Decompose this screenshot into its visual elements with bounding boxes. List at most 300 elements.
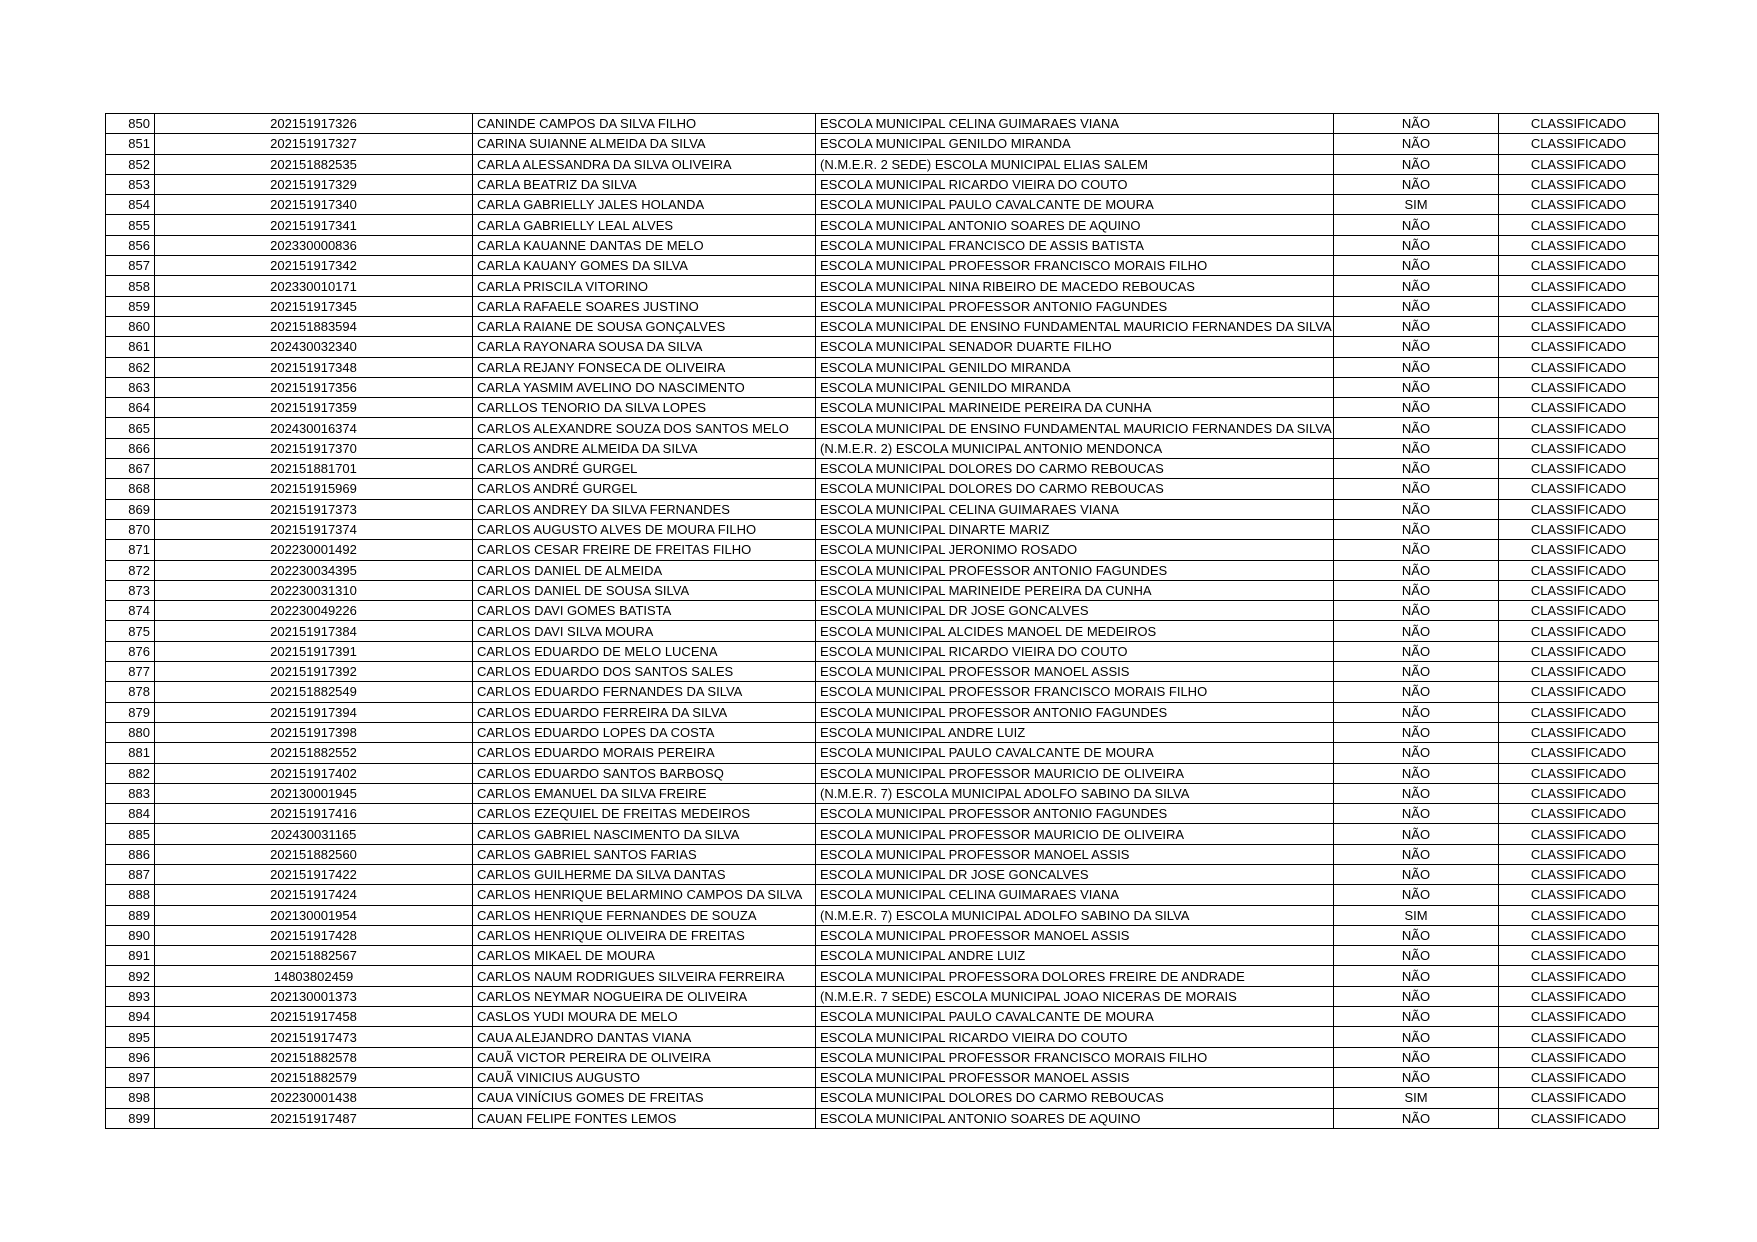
registration-id: 202151917370 bbox=[155, 438, 473, 458]
status-value: CLASSIFICADO bbox=[1499, 986, 1659, 1006]
status-value: CLASSIFICADO bbox=[1499, 256, 1659, 276]
row-number: 896 bbox=[106, 1047, 155, 1067]
flag-value: NÃO bbox=[1334, 804, 1499, 824]
school-name: (N.M.E.R. 2 SEDE) ESCOLA MUNICIPAL ELIAS SALEM bbox=[816, 154, 1334, 174]
row-number: 880 bbox=[106, 722, 155, 742]
row-number: 853 bbox=[106, 174, 155, 194]
registration-id: 202330010171 bbox=[155, 276, 473, 296]
row-number: 888 bbox=[106, 885, 155, 905]
table-row bbox=[106, 824, 1659, 844]
student-name: CARLOS ANDRÉ GURGEL bbox=[473, 479, 816, 499]
table-row bbox=[106, 1108, 1659, 1128]
table-row bbox=[106, 438, 1659, 458]
school-name: ESCOLA MUNICIPAL RICARDO VIEIRA DO COUTO bbox=[816, 1027, 1334, 1047]
flag-value: NÃO bbox=[1334, 316, 1499, 336]
row-number: 883 bbox=[106, 783, 155, 803]
school-name: ESCOLA MUNICIPAL SENADOR DUARTE FILHO bbox=[816, 337, 1334, 357]
row-number: 890 bbox=[106, 925, 155, 945]
registration-id: 202151917394 bbox=[155, 702, 473, 722]
school-name: ESCOLA MUNICIPAL CELINA GUIMARAES VIANA bbox=[816, 499, 1334, 519]
registration-id: 202151882567 bbox=[155, 946, 473, 966]
table-row bbox=[106, 418, 1659, 438]
student-name: CARLA KAUANY GOMES DA SILVA bbox=[473, 256, 816, 276]
student-name: CARLA REJANY FONSECA DE OLIVEIRA bbox=[473, 357, 816, 377]
school-name: ESCOLA MUNICIPAL PROFESSOR FRANCISCO MORAIS FILHO bbox=[816, 256, 1334, 276]
registration-id: 202130001954 bbox=[155, 905, 473, 925]
table-row bbox=[106, 499, 1659, 519]
school-name: ESCOLA MUNICIPAL FRANCISCO DE ASSIS BATISTA bbox=[816, 235, 1334, 255]
row-number: 861 bbox=[106, 337, 155, 357]
row-number: 892 bbox=[106, 966, 155, 986]
flag-value: SIM bbox=[1334, 905, 1499, 925]
row-number: 875 bbox=[106, 621, 155, 641]
student-name: CARLLOS TENORIO DA SILVA LOPES bbox=[473, 398, 816, 418]
flag-value: NÃO bbox=[1334, 1007, 1499, 1027]
status-value: CLASSIFICADO bbox=[1499, 398, 1659, 418]
school-name: ESCOLA MUNICIPAL PROFESSOR MAURICIO DE OLIVEIRA bbox=[816, 763, 1334, 783]
table-row bbox=[106, 864, 1659, 884]
flag-value: NÃO bbox=[1334, 540, 1499, 560]
status-value: CLASSIFICADO bbox=[1499, 662, 1659, 682]
student-name: CARLOS AUGUSTO ALVES DE MOURA FILHO bbox=[473, 519, 816, 539]
student-name: CARLA ALESSANDRA DA SILVA OLIVEIRA bbox=[473, 154, 816, 174]
status-value: CLASSIFICADO bbox=[1499, 844, 1659, 864]
row-number: 877 bbox=[106, 662, 155, 682]
student-name: CARLOS EDUARDO MORAIS PEREIRA bbox=[473, 743, 816, 763]
student-name: CARLOS MIKAEL DE MOURA bbox=[473, 946, 816, 966]
registration-id: 202151882549 bbox=[155, 682, 473, 702]
status-value: CLASSIFICADO bbox=[1499, 1067, 1659, 1087]
row-number: 868 bbox=[106, 479, 155, 499]
table-row bbox=[106, 174, 1659, 194]
table-row bbox=[106, 702, 1659, 722]
flag-value: NÃO bbox=[1334, 519, 1499, 539]
student-name: CARLOS DANIEL DE SOUSA SILVA bbox=[473, 580, 816, 600]
table-row bbox=[106, 580, 1659, 600]
school-name: ESCOLA MUNICIPAL JERONIMO ROSADO bbox=[816, 540, 1334, 560]
flag-value: NÃO bbox=[1334, 925, 1499, 945]
school-name: ESCOLA MUNICIPAL DINARTE MARIZ bbox=[816, 519, 1334, 539]
registration-id: 202151917374 bbox=[155, 519, 473, 539]
registration-id: 202151917402 bbox=[155, 763, 473, 783]
status-value: CLASSIFICADO bbox=[1499, 1108, 1659, 1128]
school-name: ESCOLA MUNICIPAL DOLORES DO CARMO REBOUCAS bbox=[816, 459, 1334, 479]
row-number: 882 bbox=[106, 763, 155, 783]
table-row bbox=[106, 560, 1659, 580]
student-name: CASLOS YUDI MOURA DE MELO bbox=[473, 1007, 816, 1027]
table-row bbox=[106, 134, 1659, 154]
status-value: CLASSIFICADO bbox=[1499, 804, 1659, 824]
registration-id: 202430032340 bbox=[155, 337, 473, 357]
row-number: 854 bbox=[106, 195, 155, 215]
status-value: CLASSIFICADO bbox=[1499, 114, 1659, 134]
student-name: CARLOS HENRIQUE OLIVEIRA DE FREITAS bbox=[473, 925, 816, 945]
school-name: (N.M.E.R. 7) ESCOLA MUNICIPAL ADOLFO SABINO DA SILVA bbox=[816, 783, 1334, 803]
row-number: 895 bbox=[106, 1027, 155, 1047]
school-name: ESCOLA MUNICIPAL CELINA GUIMARAES VIANA bbox=[816, 114, 1334, 134]
school-name: ESCOLA MUNICIPAL PAULO CAVALCANTE DE MOURA bbox=[816, 1007, 1334, 1027]
flag-value: NÃO bbox=[1334, 499, 1499, 519]
row-number: 859 bbox=[106, 296, 155, 316]
school-name: ESCOLA MUNICIPAL PROFESSOR MAURICIO DE OLIVEIRA bbox=[816, 824, 1334, 844]
student-name: CAUAN FELIPE FONTES LEMOS bbox=[473, 1108, 816, 1128]
row-number: 891 bbox=[106, 946, 155, 966]
status-value: CLASSIFICADO bbox=[1499, 1047, 1659, 1067]
flag-value: NÃO bbox=[1334, 662, 1499, 682]
school-name: ESCOLA MUNICIPAL DR JOSE GONCALVES bbox=[816, 864, 1334, 884]
registration-id: 202151917342 bbox=[155, 256, 473, 276]
status-value: CLASSIFICADO bbox=[1499, 722, 1659, 742]
status-value: CLASSIFICADO bbox=[1499, 154, 1659, 174]
registration-id: 202151917327 bbox=[155, 134, 473, 154]
school-name: (N.M.E.R. 7) ESCOLA MUNICIPAL ADOLFO SABINO DA SILVA bbox=[816, 905, 1334, 925]
table-row bbox=[106, 154, 1659, 174]
registration-id: 202330000836 bbox=[155, 235, 473, 255]
flag-value: NÃO bbox=[1334, 1027, 1499, 1047]
status-value: CLASSIFICADO bbox=[1499, 1027, 1659, 1047]
student-name: CARLOS EDUARDO DOS SANTOS SALES bbox=[473, 662, 816, 682]
school-name: ESCOLA MUNICIPAL PROFESSOR FRANCISCO MORAIS FILHO bbox=[816, 1047, 1334, 1067]
table-row bbox=[106, 1067, 1659, 1087]
table-row bbox=[106, 966, 1659, 986]
table-row bbox=[106, 459, 1659, 479]
row-number: 870 bbox=[106, 519, 155, 539]
school-name: ESCOLA MUNICIPAL RICARDO VIEIRA DO COUTO bbox=[816, 174, 1334, 194]
student-name: CARLA GABRIELLY JALES HOLANDA bbox=[473, 195, 816, 215]
student-name: CARLOS EZEQUIEL DE FREITAS MEDEIROS bbox=[473, 804, 816, 824]
table-row bbox=[106, 337, 1659, 357]
registration-id: 202151915969 bbox=[155, 479, 473, 499]
table-row bbox=[106, 844, 1659, 864]
school-name: ESCOLA MUNICIPAL GENILDO MIRANDA bbox=[816, 357, 1334, 377]
row-number: 886 bbox=[106, 844, 155, 864]
school-name: ESCOLA MUNICIPAL PROFESSOR ANTONIO FAGUNDES bbox=[816, 560, 1334, 580]
row-number: 865 bbox=[106, 418, 155, 438]
row-number: 889 bbox=[106, 905, 155, 925]
table-row bbox=[106, 662, 1659, 682]
student-name: CARLOS ANDRÉ GURGEL bbox=[473, 459, 816, 479]
registration-id: 202151917473 bbox=[155, 1027, 473, 1047]
student-name: CARLOS CESAR FREIRE DE FREITAS FILHO bbox=[473, 540, 816, 560]
table-row bbox=[106, 235, 1659, 255]
row-number: 878 bbox=[106, 682, 155, 702]
results-sheet bbox=[105, 113, 1659, 1129]
school-name: ESCOLA MUNICIPAL DE ENSINO FUNDAMENTAL MAURICIO FERNANDES DA SILVA bbox=[816, 418, 1334, 438]
registration-id: 202151917416 bbox=[155, 804, 473, 824]
flag-value: NÃO bbox=[1334, 174, 1499, 194]
flag-value: NÃO bbox=[1334, 601, 1499, 621]
flag-value: NÃO bbox=[1334, 682, 1499, 702]
flag-value: NÃO bbox=[1334, 459, 1499, 479]
registration-id: 202151883594 bbox=[155, 316, 473, 336]
flag-value: NÃO bbox=[1334, 418, 1499, 438]
status-value: CLASSIFICADO bbox=[1499, 174, 1659, 194]
row-number: 894 bbox=[106, 1007, 155, 1027]
table-row bbox=[106, 601, 1659, 621]
status-value: CLASSIFICADO bbox=[1499, 418, 1659, 438]
student-name: CARINA SUIANNE ALMEIDA DA SILVA bbox=[473, 134, 816, 154]
registration-id: 202230001438 bbox=[155, 1088, 473, 1108]
flag-value: NÃO bbox=[1334, 885, 1499, 905]
table-row bbox=[106, 925, 1659, 945]
status-value: CLASSIFICADO bbox=[1499, 296, 1659, 316]
registration-id: 202151917326 bbox=[155, 114, 473, 134]
row-number: 893 bbox=[106, 986, 155, 1006]
table-row bbox=[106, 276, 1659, 296]
registration-id: 202151917340 bbox=[155, 195, 473, 215]
flag-value: NÃO bbox=[1334, 844, 1499, 864]
school-name: ESCOLA MUNICIPAL PROFESSOR MANOEL ASSIS bbox=[816, 925, 1334, 945]
student-name: CARLOS GABRIEL SANTOS FARIAS bbox=[473, 844, 816, 864]
school-name: ESCOLA MUNICIPAL DOLORES DO CARMO REBOUCAS bbox=[816, 479, 1334, 499]
row-number: 857 bbox=[106, 256, 155, 276]
school-name: (N.M.E.R. 7 SEDE) ESCOLA MUNICIPAL JOAO NICERAS DE MORAIS bbox=[816, 986, 1334, 1006]
student-name: CARLA RAYONARA SOUSA DA SILVA bbox=[473, 337, 816, 357]
table-row bbox=[106, 722, 1659, 742]
status-value: CLASSIFICADO bbox=[1499, 580, 1659, 600]
table-row bbox=[106, 316, 1659, 336]
table-row bbox=[106, 519, 1659, 539]
table-body bbox=[106, 114, 1659, 1129]
registration-id: 202151917391 bbox=[155, 641, 473, 661]
table-row bbox=[106, 398, 1659, 418]
flag-value: NÃO bbox=[1334, 154, 1499, 174]
registration-id: 202151882578 bbox=[155, 1047, 473, 1067]
table-row bbox=[106, 479, 1659, 499]
status-value: CLASSIFICADO bbox=[1499, 682, 1659, 702]
flag-value: NÃO bbox=[1334, 438, 1499, 458]
student-name: CARLOS GUILHERME DA SILVA DANTAS bbox=[473, 864, 816, 884]
row-number: 879 bbox=[106, 702, 155, 722]
student-name: CARLOS GABRIEL NASCIMENTO DA SILVA bbox=[473, 824, 816, 844]
row-number: 863 bbox=[106, 377, 155, 397]
flag-value: NÃO bbox=[1334, 134, 1499, 154]
status-value: CLASSIFICADO bbox=[1499, 337, 1659, 357]
row-number: 855 bbox=[106, 215, 155, 235]
student-name: CARLOS EMANUEL DA SILVA FREIRE bbox=[473, 783, 816, 803]
student-name: CARLOS NEYMAR NOGUEIRA DE OLIVEIRA bbox=[473, 986, 816, 1006]
school-name: ESCOLA MUNICIPAL PROFESSORA DOLORES FREIRE DE ANDRADE bbox=[816, 966, 1334, 986]
flag-value: NÃO bbox=[1334, 377, 1499, 397]
student-name: CARLA RAIANE DE SOUSA GONÇALVES bbox=[473, 316, 816, 336]
school-name: ESCOLA MUNICIPAL PAULO CAVALCANTE DE MOURA bbox=[816, 743, 1334, 763]
status-value: CLASSIFICADO bbox=[1499, 195, 1659, 215]
flag-value: SIM bbox=[1334, 1088, 1499, 1108]
registration-id: 202151881701 bbox=[155, 459, 473, 479]
table-row bbox=[106, 621, 1659, 641]
status-value: CLASSIFICADO bbox=[1499, 357, 1659, 377]
student-name: CARLOS EDUARDO SANTOS BARBOSQ bbox=[473, 763, 816, 783]
student-name: CAUÃ VICTOR PEREIRA DE OLIVEIRA bbox=[473, 1047, 816, 1067]
flag-value: NÃO bbox=[1334, 743, 1499, 763]
school-name: ESCOLA MUNICIPAL PROFESSOR ANTONIO FAGUNDES bbox=[816, 804, 1334, 824]
student-name: CARLA BEATRIZ DA SILVA bbox=[473, 174, 816, 194]
table-row bbox=[106, 905, 1659, 925]
school-name: ESCOLA MUNICIPAL ANTONIO SOARES DE AQUINO bbox=[816, 215, 1334, 235]
student-name: CARLOS EDUARDO FERNANDES DA SILVA bbox=[473, 682, 816, 702]
table-row bbox=[106, 215, 1659, 235]
registration-id: 202130001945 bbox=[155, 783, 473, 803]
status-value: CLASSIFICADO bbox=[1499, 1007, 1659, 1027]
table-row bbox=[106, 783, 1659, 803]
flag-value: NÃO bbox=[1334, 722, 1499, 742]
status-value: CLASSIFICADO bbox=[1499, 743, 1659, 763]
row-number: 887 bbox=[106, 864, 155, 884]
row-number: 856 bbox=[106, 235, 155, 255]
student-name: CARLOS EDUARDO LOPES DA COSTA bbox=[473, 722, 816, 742]
flag-value: NÃO bbox=[1334, 256, 1499, 276]
student-name: CARLOS ANDREY DA SILVA FERNANDES bbox=[473, 499, 816, 519]
flag-value: NÃO bbox=[1334, 235, 1499, 255]
registration-id: 202130001373 bbox=[155, 986, 473, 1006]
school-name: ESCOLA MUNICIPAL ANDRE LUIZ bbox=[816, 722, 1334, 742]
registration-id: 202151917392 bbox=[155, 662, 473, 682]
student-name: CARLOS DAVI SILVA MOURA bbox=[473, 621, 816, 641]
school-name: ESCOLA MUNICIPAL PROFESSOR MANOEL ASSIS bbox=[816, 662, 1334, 682]
registration-id: 202151882552 bbox=[155, 743, 473, 763]
flag-value: NÃO bbox=[1334, 986, 1499, 1006]
flag-value: NÃO bbox=[1334, 641, 1499, 661]
status-value: CLASSIFICADO bbox=[1499, 134, 1659, 154]
registration-id: 202430016374 bbox=[155, 418, 473, 438]
table-row bbox=[106, 763, 1659, 783]
flag-value: NÃO bbox=[1334, 621, 1499, 641]
row-number: 899 bbox=[106, 1108, 155, 1128]
registration-id: 202151917424 bbox=[155, 885, 473, 905]
flag-value: NÃO bbox=[1334, 580, 1499, 600]
school-name: ESCOLA MUNICIPAL ALCIDES MANOEL DE MEDEIROS bbox=[816, 621, 1334, 641]
table-row bbox=[106, 256, 1659, 276]
flag-value: NÃO bbox=[1334, 296, 1499, 316]
table-row bbox=[106, 1047, 1659, 1067]
flag-value: NÃO bbox=[1334, 215, 1499, 235]
status-value: CLASSIFICADO bbox=[1499, 276, 1659, 296]
school-name: ESCOLA MUNICIPAL MARINEIDE PEREIRA DA CUNHA bbox=[816, 398, 1334, 418]
registration-id: 202151917329 bbox=[155, 174, 473, 194]
registration-id: 202230049226 bbox=[155, 601, 473, 621]
status-value: CLASSIFICADO bbox=[1499, 905, 1659, 925]
student-name: CAUÃ VINICIUS AUGUSTO bbox=[473, 1067, 816, 1087]
school-name: ESCOLA MUNICIPAL GENILDO MIRANDA bbox=[816, 377, 1334, 397]
flag-value: NÃO bbox=[1334, 824, 1499, 844]
status-value: CLASSIFICADO bbox=[1499, 560, 1659, 580]
registration-id: 202151917487 bbox=[155, 1108, 473, 1128]
registration-id: 202151917345 bbox=[155, 296, 473, 316]
registration-id: 202151917341 bbox=[155, 215, 473, 235]
registration-id: 202430031165 bbox=[155, 824, 473, 844]
status-value: CLASSIFICADO bbox=[1499, 925, 1659, 945]
flag-value: NÃO bbox=[1334, 1047, 1499, 1067]
school-name: (N.M.E.R. 2) ESCOLA MUNICIPAL ANTONIO MENDONCA bbox=[816, 438, 1334, 458]
school-name: ESCOLA MUNICIPAL PROFESSOR MANOEL ASSIS bbox=[816, 1067, 1334, 1087]
flag-value: NÃO bbox=[1334, 763, 1499, 783]
school-name: ESCOLA MUNICIPAL PROFESSOR ANTONIO FAGUNDES bbox=[816, 702, 1334, 722]
registration-id: 202151917458 bbox=[155, 1007, 473, 1027]
status-value: CLASSIFICADO bbox=[1499, 946, 1659, 966]
status-value: CLASSIFICADO bbox=[1499, 499, 1659, 519]
flag-value: SIM bbox=[1334, 195, 1499, 215]
student-name: CARLA GABRIELLY LEAL ALVES bbox=[473, 215, 816, 235]
row-number: 872 bbox=[106, 560, 155, 580]
student-name: CARLOS EDUARDO DE MELO LUCENA bbox=[473, 641, 816, 661]
status-value: CLASSIFICADO bbox=[1499, 235, 1659, 255]
table-row bbox=[106, 946, 1659, 966]
row-number: 874 bbox=[106, 601, 155, 621]
row-number: 850 bbox=[106, 114, 155, 134]
row-number: 860 bbox=[106, 316, 155, 336]
status-value: CLASSIFICADO bbox=[1499, 215, 1659, 235]
student-name: CARLA KAUANNE DANTAS DE MELO bbox=[473, 235, 816, 255]
registration-id: 202151917348 bbox=[155, 357, 473, 377]
status-value: CLASSIFICADO bbox=[1499, 316, 1659, 336]
status-value: CLASSIFICADO bbox=[1499, 763, 1659, 783]
table-row bbox=[106, 195, 1659, 215]
student-name: CANINDE CAMPOS DA SILVA FILHO bbox=[473, 114, 816, 134]
school-name: ESCOLA MUNICIPAL PAULO CAVALCANTE DE MOURA bbox=[816, 195, 1334, 215]
student-name: CARLOS NAUM RODRIGUES SILVEIRA FERREIRA bbox=[473, 966, 816, 986]
table-row bbox=[106, 296, 1659, 316]
flag-value: NÃO bbox=[1334, 966, 1499, 986]
registration-id: 202230001492 bbox=[155, 540, 473, 560]
row-number: 864 bbox=[106, 398, 155, 418]
school-name: ESCOLA MUNICIPAL NINA RIBEIRO DE MACEDO REBOUCAS bbox=[816, 276, 1334, 296]
student-name: CAUA ALEJANDRO DANTAS VIANA bbox=[473, 1027, 816, 1047]
status-value: CLASSIFICADO bbox=[1499, 479, 1659, 499]
table-row bbox=[106, 1027, 1659, 1047]
status-value: CLASSIFICADO bbox=[1499, 1088, 1659, 1108]
row-number: 873 bbox=[106, 580, 155, 600]
school-name: ESCOLA MUNICIPAL CELINA GUIMARAES VIANA bbox=[816, 885, 1334, 905]
row-number: 881 bbox=[106, 743, 155, 763]
school-name: ESCOLA MUNICIPAL DOLORES DO CARMO REBOUCAS bbox=[816, 1088, 1334, 1108]
registration-id: 202151917356 bbox=[155, 377, 473, 397]
table-row bbox=[106, 540, 1659, 560]
status-value: CLASSIFICADO bbox=[1499, 377, 1659, 397]
table-row bbox=[106, 986, 1659, 1006]
status-value: CLASSIFICADO bbox=[1499, 783, 1659, 803]
student-name: CARLOS EDUARDO FERREIRA DA SILVA bbox=[473, 702, 816, 722]
status-value: CLASSIFICADO bbox=[1499, 459, 1659, 479]
row-number: 884 bbox=[106, 804, 155, 824]
row-number: 858 bbox=[106, 276, 155, 296]
row-number: 862 bbox=[106, 357, 155, 377]
registration-id: 202151917359 bbox=[155, 398, 473, 418]
student-name: CARLOS DAVI GOMES BATISTA bbox=[473, 601, 816, 621]
student-name: CARLOS ANDRE ALMEIDA DA SILVA bbox=[473, 438, 816, 458]
registration-id: 202230031310 bbox=[155, 580, 473, 600]
student-name: CARLA YASMIM AVELINO DO NASCIMENTO bbox=[473, 377, 816, 397]
registration-id: 202151917384 bbox=[155, 621, 473, 641]
student-name: CARLA RAFAELE SOARES JUSTINO bbox=[473, 296, 816, 316]
registration-id: 202151882579 bbox=[155, 1067, 473, 1087]
row-number: 898 bbox=[106, 1088, 155, 1108]
table-row bbox=[106, 377, 1659, 397]
table-row bbox=[106, 804, 1659, 824]
registration-id: 202151882535 bbox=[155, 154, 473, 174]
student-name: CARLA PRISCILA VITORINO bbox=[473, 276, 816, 296]
flag-value: NÃO bbox=[1334, 864, 1499, 884]
table-row bbox=[106, 1088, 1659, 1108]
table-row bbox=[106, 743, 1659, 763]
flag-value: NÃO bbox=[1334, 946, 1499, 966]
flag-value: NÃO bbox=[1334, 783, 1499, 803]
registration-id: 202230034395 bbox=[155, 560, 473, 580]
table-row bbox=[106, 682, 1659, 702]
row-number: 871 bbox=[106, 540, 155, 560]
flag-value: NÃO bbox=[1334, 560, 1499, 580]
table-row bbox=[106, 114, 1659, 134]
school-name: ESCOLA MUNICIPAL MARINEIDE PEREIRA DA CUNHA bbox=[816, 580, 1334, 600]
